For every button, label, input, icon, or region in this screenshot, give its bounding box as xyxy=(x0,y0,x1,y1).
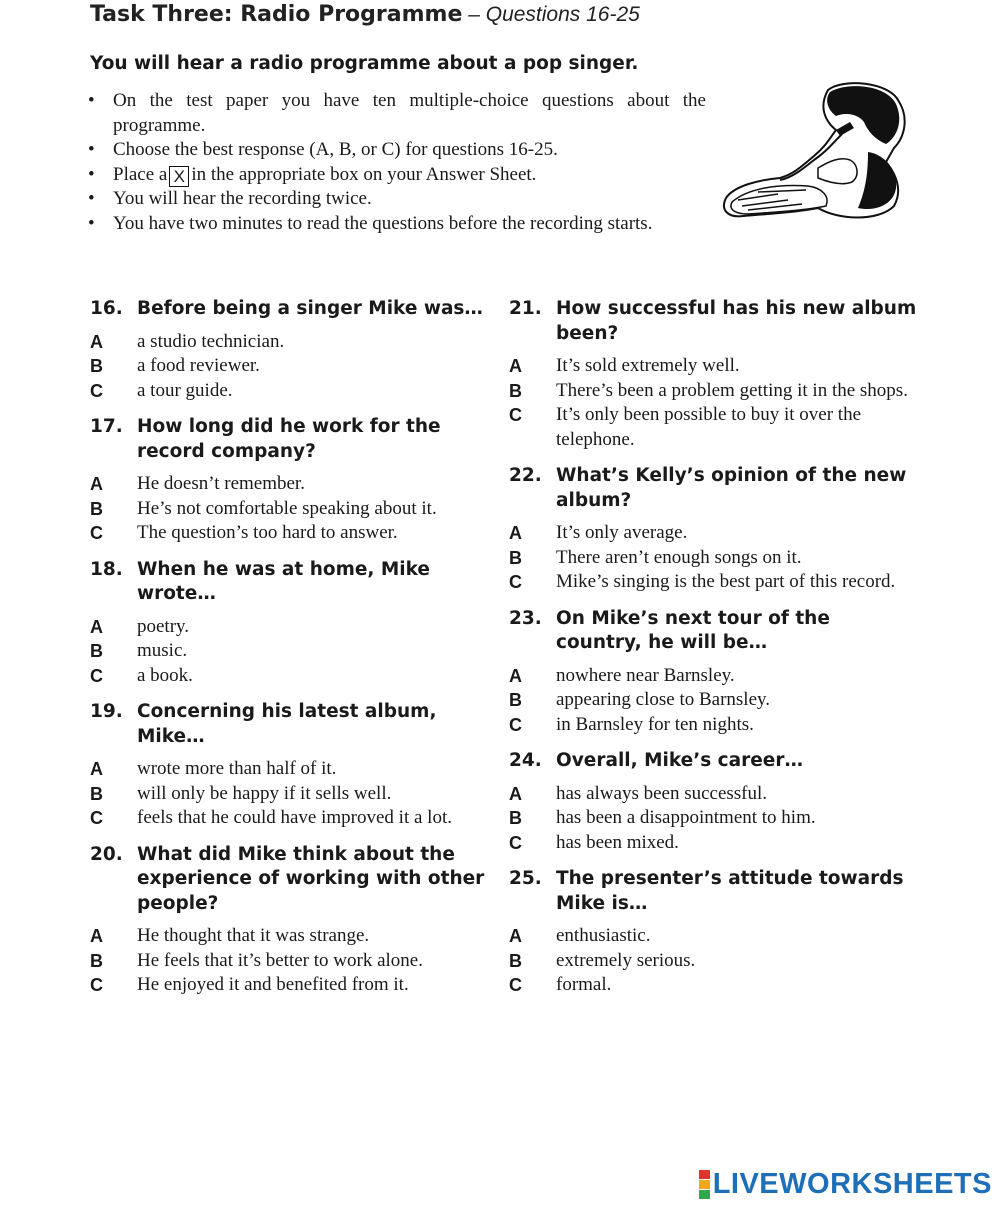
option-letter: A xyxy=(90,474,103,494)
option-c xyxy=(509,570,919,595)
questions-right-column xyxy=(509,297,919,1010)
option-a xyxy=(509,924,919,949)
instruction-text: Choose the best response (A, B, or C) for questions 16-25. xyxy=(113,139,558,160)
option-c xyxy=(509,403,919,452)
question-number: 20. xyxy=(90,843,123,865)
option-text: nowhere near Barnsley. xyxy=(556,664,735,686)
option-letter: B xyxy=(509,808,522,828)
option-letter: B xyxy=(509,690,522,710)
question-25 xyxy=(509,867,919,998)
option-letter: C xyxy=(509,975,522,995)
option-text: There’s been a problem getting it in the shops. xyxy=(556,379,908,401)
instruction-text: On the test paper you have ten multiple-choice questions about the programme. xyxy=(113,90,706,136)
instruction-text: in the appropriate box on your Answer Sheet. xyxy=(191,163,537,185)
option-text: It’s only been possible to buy it over the telephone. xyxy=(556,404,862,450)
question-22 xyxy=(509,464,919,595)
bullet-icon: • xyxy=(88,90,95,111)
option-letter: B xyxy=(509,380,522,401)
option-letter: C xyxy=(90,975,103,995)
bullet-icon: • xyxy=(88,163,95,185)
option-text: feels that he could have improved it a lot. xyxy=(137,807,452,828)
option-letter: A xyxy=(509,356,522,376)
question-number: 25. xyxy=(509,868,542,889)
question-text: Before being a singer Mike was… xyxy=(137,298,483,319)
option-c xyxy=(509,713,919,738)
option-letter: A xyxy=(90,331,103,352)
instruction-item xyxy=(88,187,706,212)
option-b xyxy=(90,497,495,522)
option-text: He’s not comfortable speaking about it. xyxy=(137,497,437,519)
question-18 xyxy=(90,558,495,689)
option-c xyxy=(90,664,495,689)
instruction-item xyxy=(88,163,706,188)
question-number: 23. xyxy=(509,607,542,629)
question-text: What did Mike think about the experience of working with other people? xyxy=(137,843,485,914)
option-text: It’s sold extremely well. xyxy=(556,355,740,376)
questions-left-column xyxy=(90,297,495,1010)
instruction-text: You will hear the recording twice. xyxy=(113,188,372,209)
option-letter: B xyxy=(90,498,103,519)
option-text: has always been successful. xyxy=(556,782,768,804)
option-text: formal. xyxy=(556,974,612,995)
instruction-text: Place a xyxy=(113,163,168,185)
option-text: He thought that it was strange. xyxy=(137,925,370,946)
option-b xyxy=(509,546,919,571)
question-20 xyxy=(90,843,495,998)
option-a xyxy=(509,354,919,379)
option-text: Mike’s singing is the best part of this record. xyxy=(556,571,896,592)
option-c xyxy=(90,973,495,998)
question-number: 22. xyxy=(509,465,542,486)
question-text: Overall, Mike’s career… xyxy=(556,750,803,771)
option-text: It’s only average. xyxy=(556,522,688,543)
option-text: will only be happy if it sells well. xyxy=(137,782,392,804)
option-letter: A xyxy=(90,616,103,637)
x-mark-box: X xyxy=(169,166,189,187)
instruction-item xyxy=(88,212,706,237)
option-a xyxy=(90,757,495,782)
option-b xyxy=(90,354,495,379)
option-b xyxy=(509,688,919,713)
option-a xyxy=(90,330,495,355)
option-a xyxy=(509,664,919,689)
option-text: He enjoyed it and benefited from it. xyxy=(137,974,409,995)
option-letter: B xyxy=(90,783,103,804)
option-text: a food reviewer. xyxy=(137,355,260,376)
option-letter: A xyxy=(509,523,522,543)
option-letter: A xyxy=(90,759,103,779)
option-letter: C xyxy=(90,523,103,543)
option-c xyxy=(509,831,919,856)
option-letter: A xyxy=(509,665,522,686)
question-text: On Mike’s next tour of the country, he will be… xyxy=(556,607,830,653)
option-text: music. xyxy=(137,640,188,661)
option-text: wrote more than half of it. xyxy=(137,758,337,779)
option-letter: C xyxy=(90,808,103,828)
question-24 xyxy=(509,749,919,855)
bullet-icon: • xyxy=(88,188,95,209)
option-b xyxy=(509,379,919,404)
option-letter: C xyxy=(509,572,522,592)
title-subtitle: Questions 16-25 xyxy=(485,3,640,26)
question-text: How successful has his new album been? xyxy=(556,298,917,344)
question-number: 16. xyxy=(90,298,123,319)
question-text: What’s Kelly’s opinion of the new album? xyxy=(556,465,907,511)
option-text: in Barnsley for ten nights. xyxy=(556,713,754,735)
option-b xyxy=(509,806,919,831)
option-letter: C xyxy=(509,405,522,425)
option-letter: C xyxy=(90,665,103,686)
bullet-icon: • xyxy=(88,212,95,234)
question-text: When he was at home, Mike wrote… xyxy=(137,558,430,604)
option-a xyxy=(90,472,495,497)
option-a xyxy=(90,924,495,949)
instruction-item xyxy=(88,138,706,163)
option-letter: B xyxy=(509,950,522,971)
option-c xyxy=(90,379,495,404)
option-text: appearing close to Barnsley. xyxy=(556,689,771,710)
question-number: 18. xyxy=(90,558,123,580)
intro-text: You will hear a radio programme about a pop singer. xyxy=(90,53,639,74)
option-b xyxy=(90,782,495,807)
question-text: How long did he work for the record company? xyxy=(137,416,441,462)
option-text: The question’s too hard to answer. xyxy=(137,522,398,543)
option-letter: C xyxy=(509,832,522,853)
instruction-text: You have two minutes to read the questions before the recording starts. xyxy=(113,212,653,234)
option-letter: B xyxy=(90,641,103,661)
question-number: 24. xyxy=(509,750,542,771)
question-17 xyxy=(90,415,495,546)
option-letter: C xyxy=(90,380,103,401)
bullet-icon: • xyxy=(88,139,95,160)
option-c xyxy=(90,806,495,831)
option-letter: A xyxy=(509,783,522,804)
liveworksheets-logo[interactable] xyxy=(699,1168,992,1201)
logo-blocks-icon xyxy=(699,1170,710,1199)
question-23 xyxy=(509,607,919,738)
option-c xyxy=(509,973,919,998)
option-text: has been mixed. xyxy=(556,831,679,853)
option-text: a studio technician. xyxy=(137,330,285,352)
option-letter: C xyxy=(509,714,522,735)
option-text: There aren’t enough songs on it. xyxy=(556,546,802,568)
option-letter: A xyxy=(509,926,522,946)
question-21 xyxy=(509,297,919,452)
option-text: poetry. xyxy=(137,615,190,637)
option-letter: A xyxy=(90,926,103,946)
instruction-item xyxy=(88,89,706,138)
option-text: a book. xyxy=(137,664,193,686)
singer-with-microphone-illustration xyxy=(718,82,914,232)
question-number: 21. xyxy=(509,298,542,319)
title-separator: – xyxy=(462,3,486,26)
question-text: Concerning his latest album, Mike… xyxy=(137,701,437,747)
option-a xyxy=(509,782,919,807)
option-b xyxy=(90,949,495,974)
option-text: extremely serious. xyxy=(556,949,696,971)
option-text: He feels that it’s better to work alone. xyxy=(137,949,423,971)
option-a xyxy=(509,521,919,546)
option-text: has been a disappointment to him. xyxy=(556,807,816,828)
option-letter: B xyxy=(90,950,103,971)
option-letter: B xyxy=(509,547,522,568)
option-letter: B xyxy=(90,356,103,376)
logo-text: LIVEWORKSHEETS xyxy=(712,1168,992,1200)
option-b xyxy=(509,949,919,974)
page-title xyxy=(90,2,640,27)
option-text: a tour guide. xyxy=(137,379,233,401)
question-text: The presenter’s attitude towards Mike is… xyxy=(556,868,904,914)
option-c xyxy=(90,521,495,546)
option-b xyxy=(90,639,495,664)
option-a xyxy=(90,615,495,640)
title-main: Task Three: Radio Programme xyxy=(90,2,463,27)
instruction-list xyxy=(88,89,706,236)
question-19 xyxy=(90,700,495,831)
option-text: enthusiastic. xyxy=(556,925,651,946)
question-16 xyxy=(90,297,495,403)
question-number: 19. xyxy=(90,701,123,722)
question-number: 17. xyxy=(90,416,123,437)
option-text: He doesn’t remember. xyxy=(137,473,305,494)
